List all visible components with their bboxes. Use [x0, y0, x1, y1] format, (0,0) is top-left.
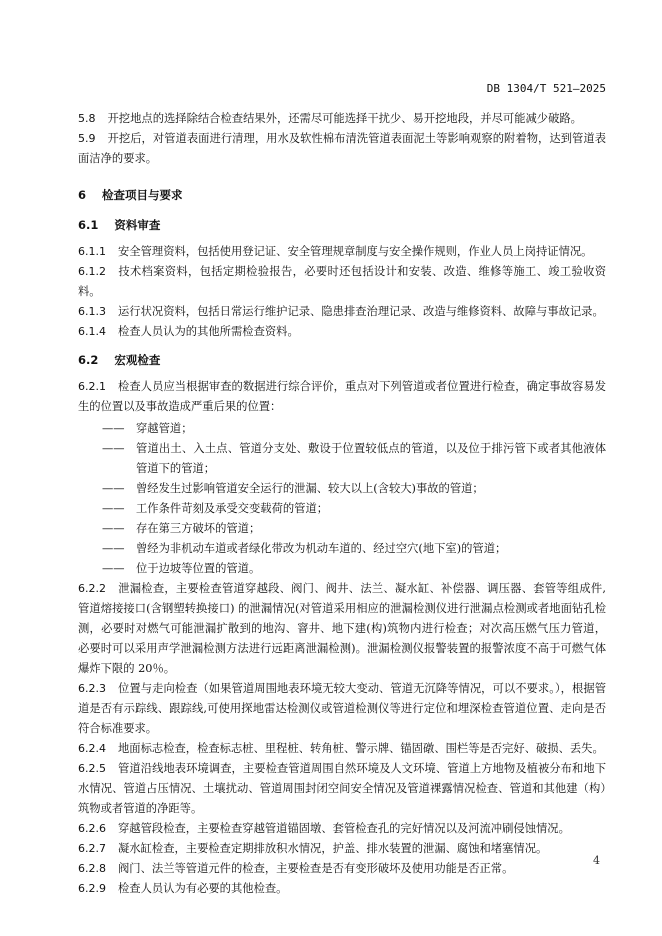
clause-6-2-3 [78, 679, 606, 739]
clause-number: 6.2.9 [78, 882, 106, 895]
list-item-text: 工作条件苛刻及承受交变载荷的管道； [136, 502, 329, 515]
clause-number: 6.2.4 [78, 742, 106, 755]
clause-6-2-4 [78, 739, 606, 759]
clause-6-2-8 [78, 859, 606, 879]
clause-text: 检查人员认为的其他所需检查资料。 [118, 325, 299, 338]
clause-6-2-2 [78, 579, 606, 679]
clause-number: 6.2.7 [78, 842, 106, 855]
list-item [102, 439, 606, 479]
list-item [102, 559, 606, 579]
clause-text: 阀门、法兰等管道元件的检查，主要检查是否有变形破坏及使用功能是否正常。 [118, 862, 514, 875]
clause-number: 5.8 [78, 112, 96, 125]
clause-number: 6.1.2 [78, 265, 106, 278]
list-dash: —— [102, 442, 125, 455]
clause-5-9 [78, 129, 606, 169]
section-heading-6-1 [78, 215, 606, 235]
list-item-text: 曾经为非机动车道或者绿化带改为机动车道的、经过空穴(地下室)的管道； [136, 542, 507, 555]
clause-text: 管道沿线地表环境调查，主要检查管道周围自然环境及人文环境、管道上方地物及植被分布和地下水情况、管道占压情况、土壤扰动、管道周围封闭空间安全情况及管道裸露情况检查、管道和其他建（构）筑物或者管道的净距等。 [78, 762, 606, 815]
clause-number: 6.2.8 [78, 862, 106, 875]
clause-text: 开挖地点的选择除结合检查结果外，还需尽可能选择干扰少、易开挖地段，并尽可能减少破路。 [107, 112, 582, 125]
clause-number: 6.2.1 [78, 380, 106, 393]
clause-text: 运行状况资料，包括日常运行维护记录、隐患排查治理记录、改造与维修资料、故障与事故记录。 [118, 305, 604, 318]
clause-number: 6.1.1 [78, 245, 106, 258]
clause-6-1-2 [78, 262, 606, 302]
section-heading-6 [78, 185, 606, 205]
list-item [102, 539, 606, 559]
section-title: 检查项目与要求 [102, 188, 183, 202]
clause-6-1-3 [78, 302, 606, 322]
clause-text: 技术档案资料，包括定期检验报告，必要时还包括设计和安装、改造、维修等施工、竣工验收资料。 [78, 265, 606, 298]
clause-number: 6.2.6 [78, 822, 106, 835]
clause-text: 穿越管段检查，主要检查穿越管道锚固墩、套管检查孔的完好情况以及河流冲刷侵蚀情况。 [118, 822, 570, 835]
clause-number: 6.2.5 [78, 762, 106, 775]
clause-text: 凝水缸检查，主要检查定期排放积水情况，护盖、排水装置的泄漏、腐蚀和堵塞情况。 [118, 842, 548, 855]
list-dash: —— [102, 502, 125, 515]
list-item-text: 位于边坡等位置的管道。 [136, 562, 261, 575]
clause-text: 位置与走向检查（如果管道周围地表环境无较大变动、管道无沉降等情况，可以不要求。），根据管道是否有示踪线、跟踪线,可使用探地雷达检测仪或管道检测仪等进行定位和埋深检查管道位置、走向是否符合标准要求。 [78, 682, 606, 735]
clause-5-8 [78, 109, 606, 129]
clause-number: 6.2.3 [78, 682, 106, 695]
section-number: 6.1 [78, 218, 99, 232]
section-number: 6.2 [78, 353, 99, 367]
clause-number: 6.2.2 [78, 582, 106, 595]
list-item-text: 存在第三方破坏的管道； [136, 522, 261, 535]
list-item-text: 曾经发生过影响管道安全运行的泄漏、较大以上(含较大)事故的管道； [136, 482, 484, 495]
clause-6-2-1 [78, 377, 606, 417]
clause-number: 6.1.4 [78, 325, 106, 338]
list-dash: —— [102, 522, 125, 535]
section-title: 宏观检查 [114, 353, 161, 367]
clause-text: 安全管理资料，包括使用登记证、安全管理规章制度与安全操作规则，作业人员上岗持证情况。 [118, 245, 593, 258]
clause-text: 泄漏检查，主要检查管道穿越段、阀门、阀井、法兰、凝水缸、补偿器、调压器、套管等组成件,管道熔接接口(含钢塑转换接口) 的泄漏情况(对管道采用相应的泄漏检测仪进行泄漏点检测或者地面钻孔检测，必要时对燃气可能泄漏扩散到的地沟、窨井、地下建(构)筑物内进行检查；对次高压燃气压力管道，必要时可以采用声学泄漏检测方法进行远距离泄漏检测)。泄漏检测仪报警装置的报警浓度不高于可燃气体爆炸下限的 20％。 [78, 582, 606, 675]
list-dash: —— [102, 482, 125, 495]
list-dash: —— [102, 562, 125, 575]
clause-6-2-9 [78, 879, 606, 899]
list-dash: —— [102, 422, 125, 435]
section-number: 6 [78, 188, 87, 202]
location-list [102, 419, 606, 579]
document-body [78, 109, 606, 899]
page-number: 4 [593, 854, 600, 867]
clause-number: 5.9 [78, 132, 96, 145]
document-code: DB 1304/T 521—2025 [486, 82, 606, 95]
clause-text: 检查人员认为有必要的其他检查。 [118, 882, 288, 895]
list-item [102, 479, 606, 499]
list-item [102, 519, 606, 539]
list-item [102, 499, 606, 519]
clause-6-2-5 [78, 759, 606, 819]
clause-text: 开挖后，对管道表面进行清理，用水及软性棉布清洗管道表面泥土等影响观察的附着物，达到管道表面洁净的要求。 [78, 132, 606, 165]
clause-number: 6.1.3 [78, 305, 106, 318]
clause-6-2-6 [78, 819, 606, 839]
list-dash: —— [102, 542, 125, 555]
list-item [102, 419, 606, 439]
list-item-text: 管道出土、入土点、管道分支处、敷设于位置较低点的管道，以及位于排污管下或者其他液体管道下的管道； [136, 442, 606, 475]
clause-6-1-4 [78, 322, 606, 342]
clause-6-1-1 [78, 242, 606, 262]
list-item-text: 穿越管道； [136, 422, 193, 435]
clause-6-2-7 [78, 839, 606, 859]
section-heading-6-2 [78, 350, 606, 370]
clause-text: 地面标志检查，检查标志桩、里程桩、转角桩、警示牌、锚固礅、围栏等是否完好、破损、丢失。 [118, 742, 604, 755]
section-title: 资料审查 [114, 218, 161, 232]
clause-text: 检查人员应当根据审查的数据进行综合评价，重点对下列管道或者位置进行检查，确定事故容易发生的位置以及事故造成严重后果的位置： [78, 380, 606, 413]
